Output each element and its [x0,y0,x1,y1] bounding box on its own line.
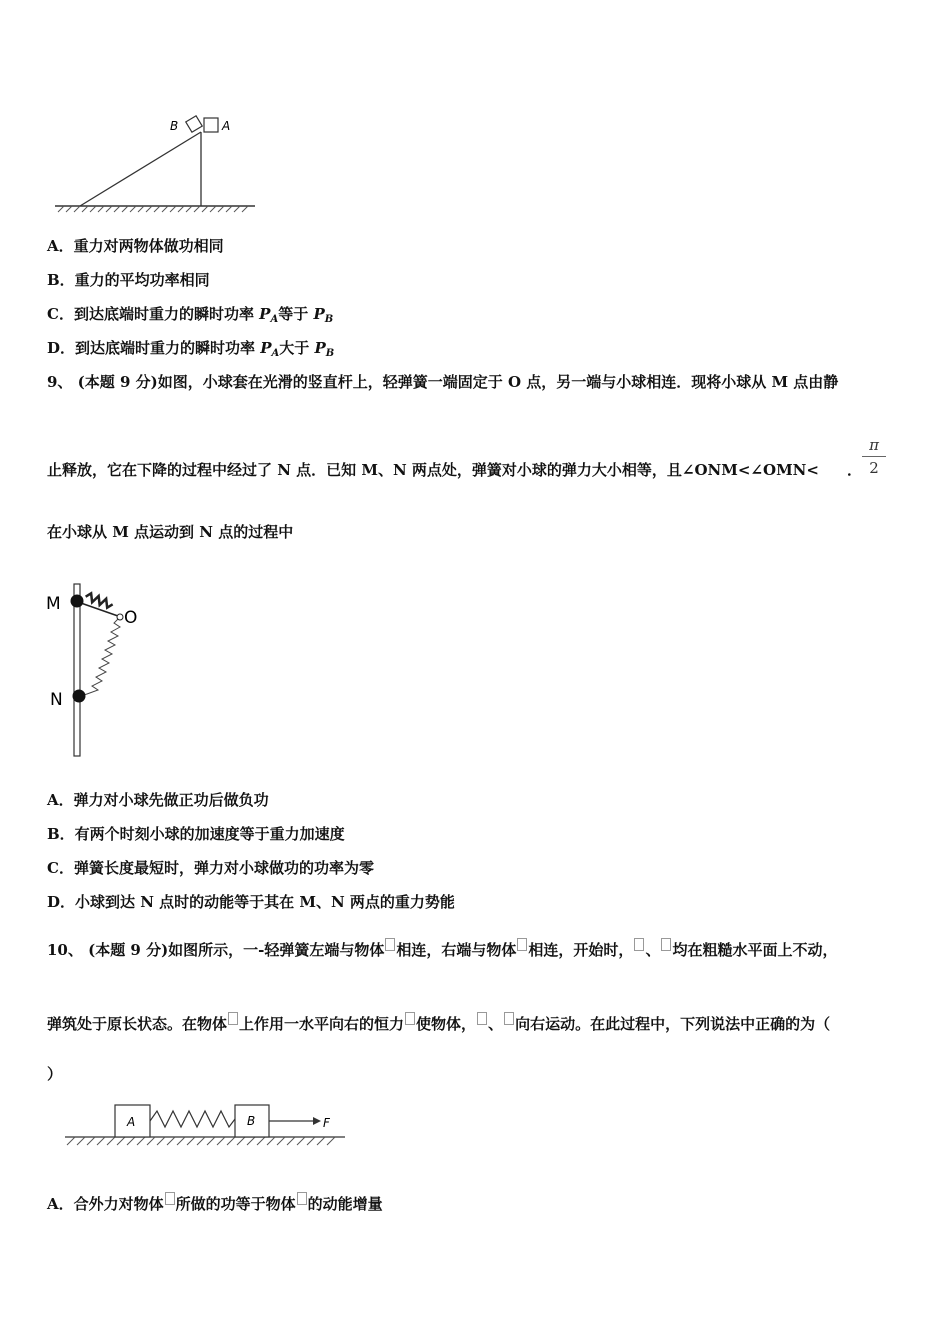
q8-option-d [47,338,334,364]
q9-stem-line2 [47,460,862,480]
q10-text-1e: 均在粗糙水平面上不动， [672,941,838,959]
q9-option-a: A．弹力对小球先做正功后做负功 [47,791,269,809]
q9-stem-line2-end: ． [846,461,862,479]
q10-opt-a2: 所做的功等于物体 [175,1195,296,1213]
q8-option-c [47,304,333,330]
rod-spring-figure [40,580,160,760]
q8-option-a: A．重力对两物体做功相同 [47,237,224,255]
fraction-denominator: 2 [869,459,879,477]
q10-stem-line1 [47,940,837,960]
power-symbol: P [314,339,326,357]
q10-opt-a3: 的动能增量 [307,1195,383,1213]
q10-text-2e: 向右运动。在此过程中，下列说法中正确的为（ [515,1015,831,1033]
q10-text-2a: 弹筑处于原长状态。在物体 [47,1015,228,1033]
missing-glyph-icon [405,1012,415,1025]
incline-figure [50,110,270,215]
subscript-b: B [325,348,335,359]
q9-stem-line2-text: 止释放，它在下降的过程中经过了 N 点．已知 M、N 两点处，弹簧对小球的弹力大小相等，且∠ONM<∠OMN< [47,461,819,479]
missing-glyph-icon [228,1012,238,1025]
missing-glyph-icon [661,938,671,951]
q9-stem-line3: 在小球从 M 点运动到 N 点的过程中 [47,523,294,541]
power-symbol: P [313,305,325,323]
q8-option-c-text: C．到达底端时重力的瞬时功率 [47,305,260,323]
q9-option-c: C．弹簧长度最短时，弹力对小球做功的功率为零 [47,859,374,877]
q10-stem-line2 [47,1014,830,1034]
q9-option-b: B．有两个时刻小球的加速度等于重力加速度 [47,825,345,843]
blocks-spring-figure [55,1095,375,1165]
label-b: B [170,119,179,133]
q10-text-2c: 使物体， [416,1015,477,1033]
subscript-a: A [271,348,280,359]
missing-glyph-icon [634,938,644,951]
label-o: O [124,608,138,628]
missing-glyph-icon [165,1192,175,1205]
q10-text-2b: 上作用一水平向右的恒力 [239,1015,405,1033]
label-a: A [222,119,231,133]
missing-glyph-icon [477,1012,487,1025]
missing-glyph-icon [517,938,527,951]
label-block-b: B [247,1114,256,1128]
q10-stem-line3: ） [47,1065,63,1083]
pi-over-2-fraction [862,436,886,477]
q10-text-1b: 相连，右端与物体 [396,941,517,959]
q8-option-d-mid: 大于 [279,339,315,357]
q9-option-d: D．小球到达 N 点时的动能等于其在 M、N 两点的重力势能 [47,893,455,911]
label-block-a: A [127,1115,136,1129]
label-force-f: F [323,1116,330,1130]
missing-glyph-icon [297,1192,307,1205]
missing-glyph-icon [385,938,395,951]
q8-option-d-text: D．到达底端时重力的瞬时功率 [47,339,261,357]
missing-glyph-icon [504,1012,514,1025]
power-symbol: P [260,339,272,357]
q10-text-1d: 、 [645,941,661,959]
fraction-numerator: π [869,436,879,454]
q10-option-a [47,1194,383,1214]
label-m: M [46,594,61,614]
subscript-b: B [324,314,334,325]
q10-text-2d: 、 [488,1015,504,1033]
q10-opt-a1: A．合外力对物体 [47,1195,164,1213]
q8-option-c-mid: 等于 [278,305,314,323]
power-symbol: P [259,305,271,323]
q10-text-1c: 相连，开始时， [528,941,634,959]
q10-text-1a: 10、 (本题 9 分)如图所示，一-轻弹簧左端与物体 [47,941,385,959]
q9-stem-line1: 9、 (本题 9 分)如图，小球套在光滑的竖直杆上，轻弹簧一端固定于 O 点，另一端与小球相连．现将小球从 M 点由静 [47,373,839,391]
label-n: N [50,690,63,710]
subscript-a: A [270,314,279,325]
q8-option-b: B．重力的平均功率相同 [47,271,210,289]
